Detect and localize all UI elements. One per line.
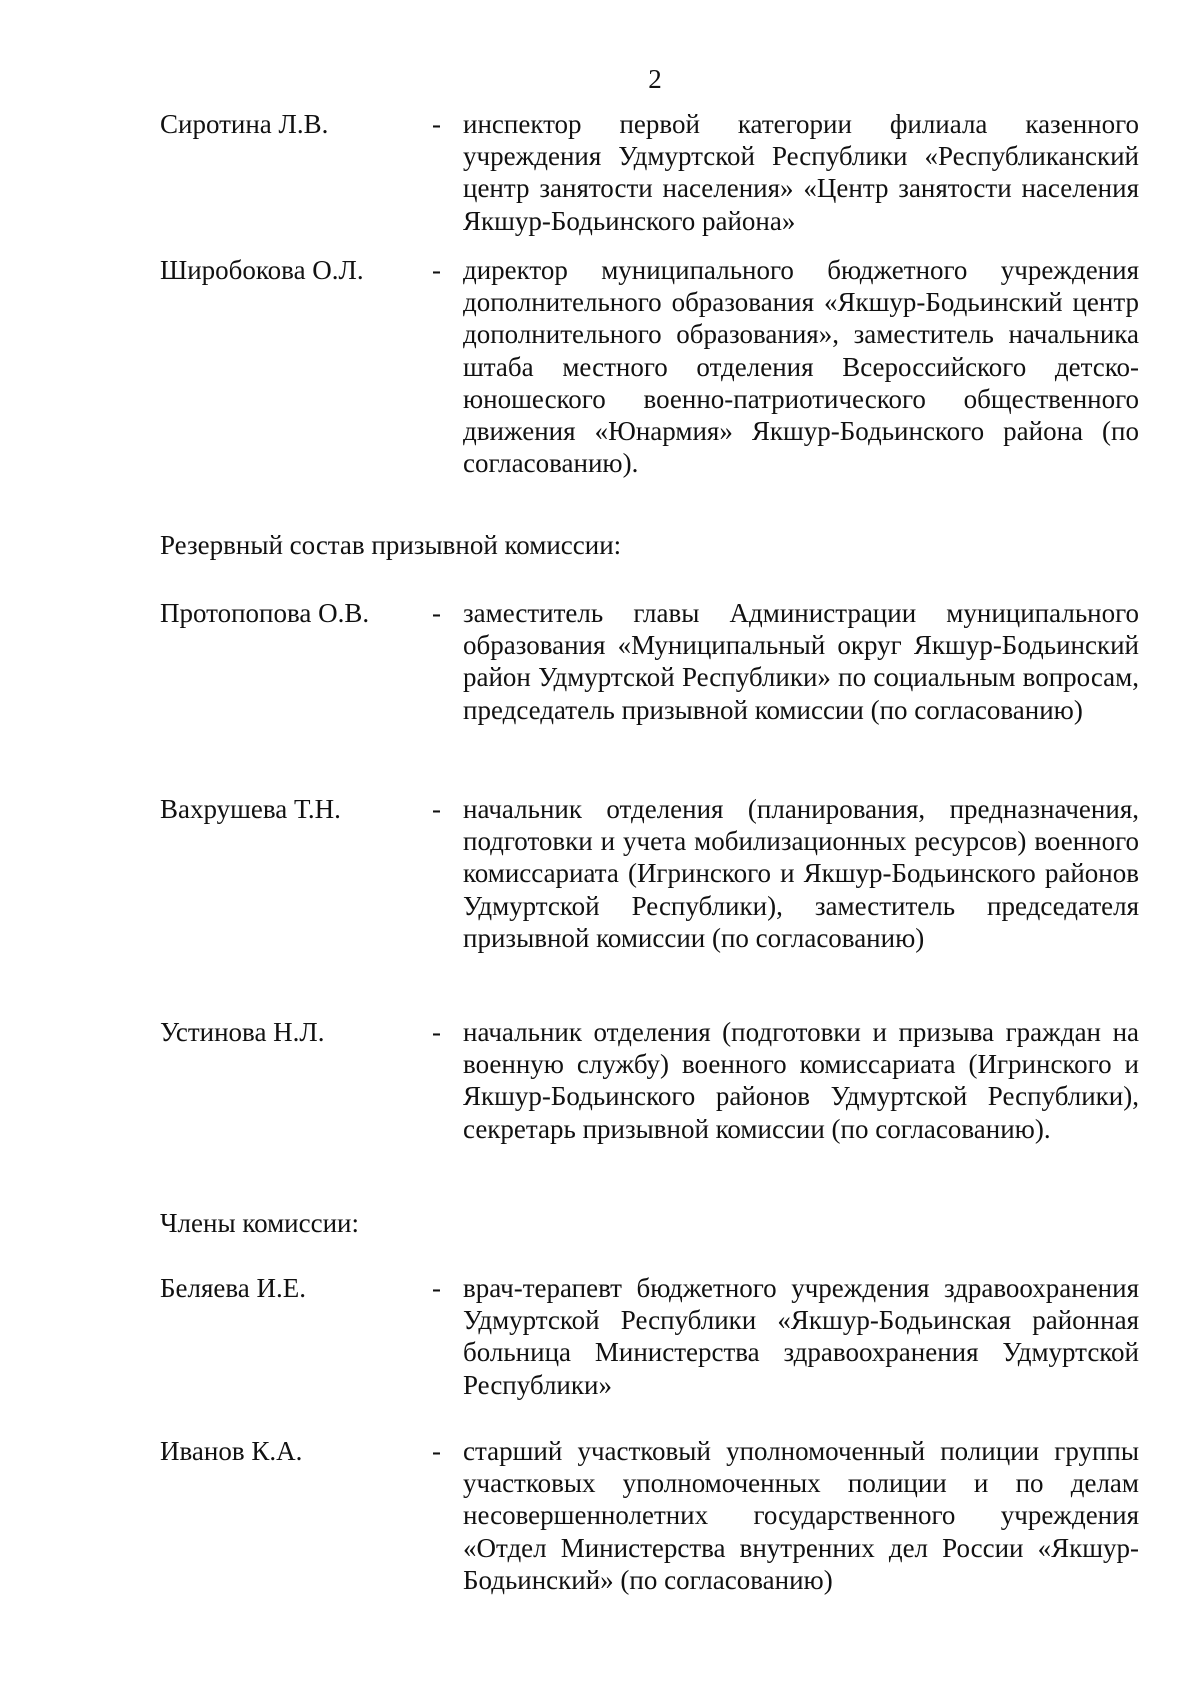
entry-name: Иванов К.А. (160, 1436, 303, 1466)
entry-name: Широбокова О.Л. (160, 255, 364, 285)
entry-description: заместитель главы Администрации муниципального образования «Муниципальный округ Якшур-Бодьинский район Удмуртской Республики» по социальным вопросам, председатель призывной комиссии (по согласованию) (463, 598, 1139, 725)
entry-name: Вахрушева Т.Н. (160, 794, 341, 824)
entry-description: начальник отделения (планирования, предназначения, подготовки и учета мобилизационных ресурсов) военного комиссариата (Игринского и Якшур-Бодьинского районов Удмуртской Республики), заместитель председателя призывной комиссии (по согласованию) (463, 794, 1139, 953)
entry-name: Беляева И.Е. (160, 1273, 306, 1303)
entry-description: старший участковый уполномоченный полиции группы участковых уполномоченных полиции и по делам несовершеннолетних государственного учреждения «Отдел Министерства внутренних дел России «Якшур-Бодьинский» (по согласованию) (463, 1436, 1139, 1595)
entry-description: инспектор первой категории филиала казенного учреждения Удмуртской Республики «Республиканский центр занятости населения» «Центр занятости населения Якшур-Бодьинского района» (463, 109, 1139, 236)
entry-dash: - (432, 1436, 441, 1466)
entry-dash: - (432, 255, 441, 285)
entry-description: директор муниципального бюджетного учреждения дополнительного образования «Якшур-Бодьинский центр дополнительного образования», заместитель начальника штаба местного отделения Всероссийского детско-юношеского военно-патриотического общественного движения «Юнармия» Якшур-Бодьинского района (по согласованию). (463, 255, 1139, 479)
entry-dash: - (432, 1017, 441, 1047)
page-number: 2 (648, 64, 662, 94)
entry-description: врач-терапевт бюджетного учреждения здравоохранения Удмуртской Республики «Якшур-Бодьинская районная больница Министерства здравоохранения Удмуртской Республики» (463, 1273, 1139, 1400)
entry-name: Протопопова О.В. (160, 598, 370, 628)
entry-dash: - (432, 109, 441, 139)
members-heading: Члены комиссии: (160, 1208, 359, 1238)
entry-dash: - (432, 598, 441, 628)
entry-dash: - (432, 794, 441, 824)
entry-name: Сиротина Л.В. (160, 109, 329, 139)
reserve-heading: Резервный состав призывной комиссии: (160, 530, 622, 560)
entry-name: Устинова Н.Л. (160, 1017, 325, 1047)
entry-description: начальник отделения (подготовки и призыва граждан на военную службу) военного комиссариата (Игринского и Якшур-Бодьинского районов Удмуртской Республики), секретарь призывной комиссии (по согласованию). (463, 1017, 1139, 1144)
entry-dash: - (432, 1273, 441, 1303)
